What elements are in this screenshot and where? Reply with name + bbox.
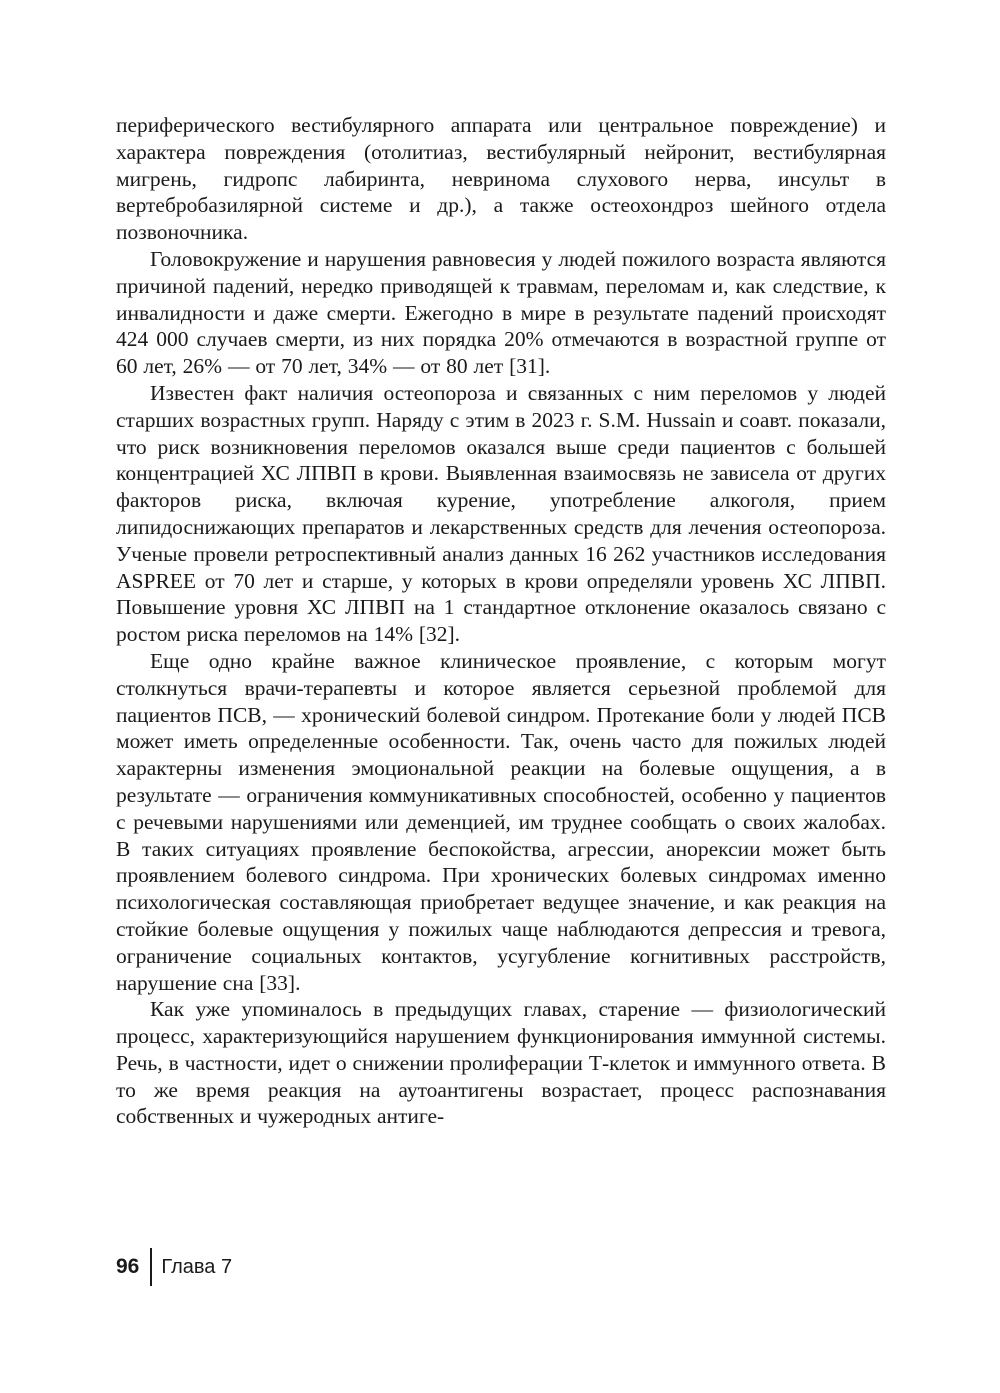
paragraph-continuation: периферического вестибулярного аппарата или центральное повреждение) и характера повреждения (отолитиаз, вестибулярный нейронит, вестибулярная мигрень, гидропс лабиринта, невринома слухового нерва, инсульт в вертебробазилярной системе и др.), а также остеохондроз шейного отдела позвоночника.	[116, 113, 886, 245]
body-text	[116, 112, 886, 1130]
page-footer	[116, 1249, 232, 1285]
footer-divider	[150, 1248, 152, 1286]
paragraph-chronic-pain: Еще одно крайне важное клиническое проявление, с которым могут столкнуться врачи-терапевты и которое является серьезной проблемой для пациентов ПСВ, — хронический болевой синдром. Протекание боли у людей ПСВ может иметь определенные особенности. Так, очень часто для пожилых людей характерны изменения эмоциональной реакции на болевые ощущения, а в результате — ограничения коммуникативных способностей, особенно у пациентов с речевыми нарушениями или деменцией, им труднее сообщать о своих жалобах. В таких ситуациях проявление беспокойства, агрессии, анорексии может быть проявлением болевого синдрома. При хронических болевых синдромах именно психологическая составляющая приобретает ведущее значение, и как реакция на стойкие болевые ощущения у пожилых чаще наблюдаются депрессия и тревога, ограничение социальных контактов, усугубление когнитивных расстройств, нарушение сна [33].	[116, 648, 886, 995]
paragraph-dizziness-falls: Головокружение и нарушения равновесия у людей пожилого возраста являются причиной падений, нередко приводящей к травмам, переломам и, как следствие, к инвалидности и даже смерти. Ежегодно в мире в результате падений происходят 424 000 случаев смерти, из них порядка 20% отмечаются в возрастной группе от 60 лет, 26% — от 70 лет, 34% — от 80 лет [31].	[116, 246, 886, 379]
paragraph-osteoporosis: Известен факт наличия остеопороза и связанных с ним переломов у людей старших возрастных групп. Наряду с этим в 2023 г. S.M. Hussain и соавт. показали, что риск возникновения переломов оказался выше среди пациентов с большей концентрацией ХС ЛПВП в крови. Выявленная взаимосвязь не зависела от других факторов риска, включая курение, употребление алкоголя, прием липидоснижающих препаратов и лекарственных средств для лечения остеопороза. Ученые провели ретроспективный анализ данных 16 262 участников исследования ASPREE от 70 лет и старше, у которых в крови определяли уровень ХС ЛПВП. Повышение уровня ХС ЛПВП на 1 стандартное отклонение оказалось связано с ростом риска переломов на 14% [32].	[116, 380, 886, 647]
paragraph-immune-aging: Как уже упоминалось в предыдущих главах, старение — физиологический процесс, характеризующийся нарушением функционирования иммунной системы. Речь, в частности, идет о снижении пролиферации Т-клеток и иммунного ответа. В то же время реакция на аутоантигены возрастает, процесс распознавания собственных и чужеродных антиге-	[116, 997, 886, 1129]
chapter-label: Глава 7	[161, 1256, 233, 1278]
page-number: 96	[116, 1255, 140, 1278]
